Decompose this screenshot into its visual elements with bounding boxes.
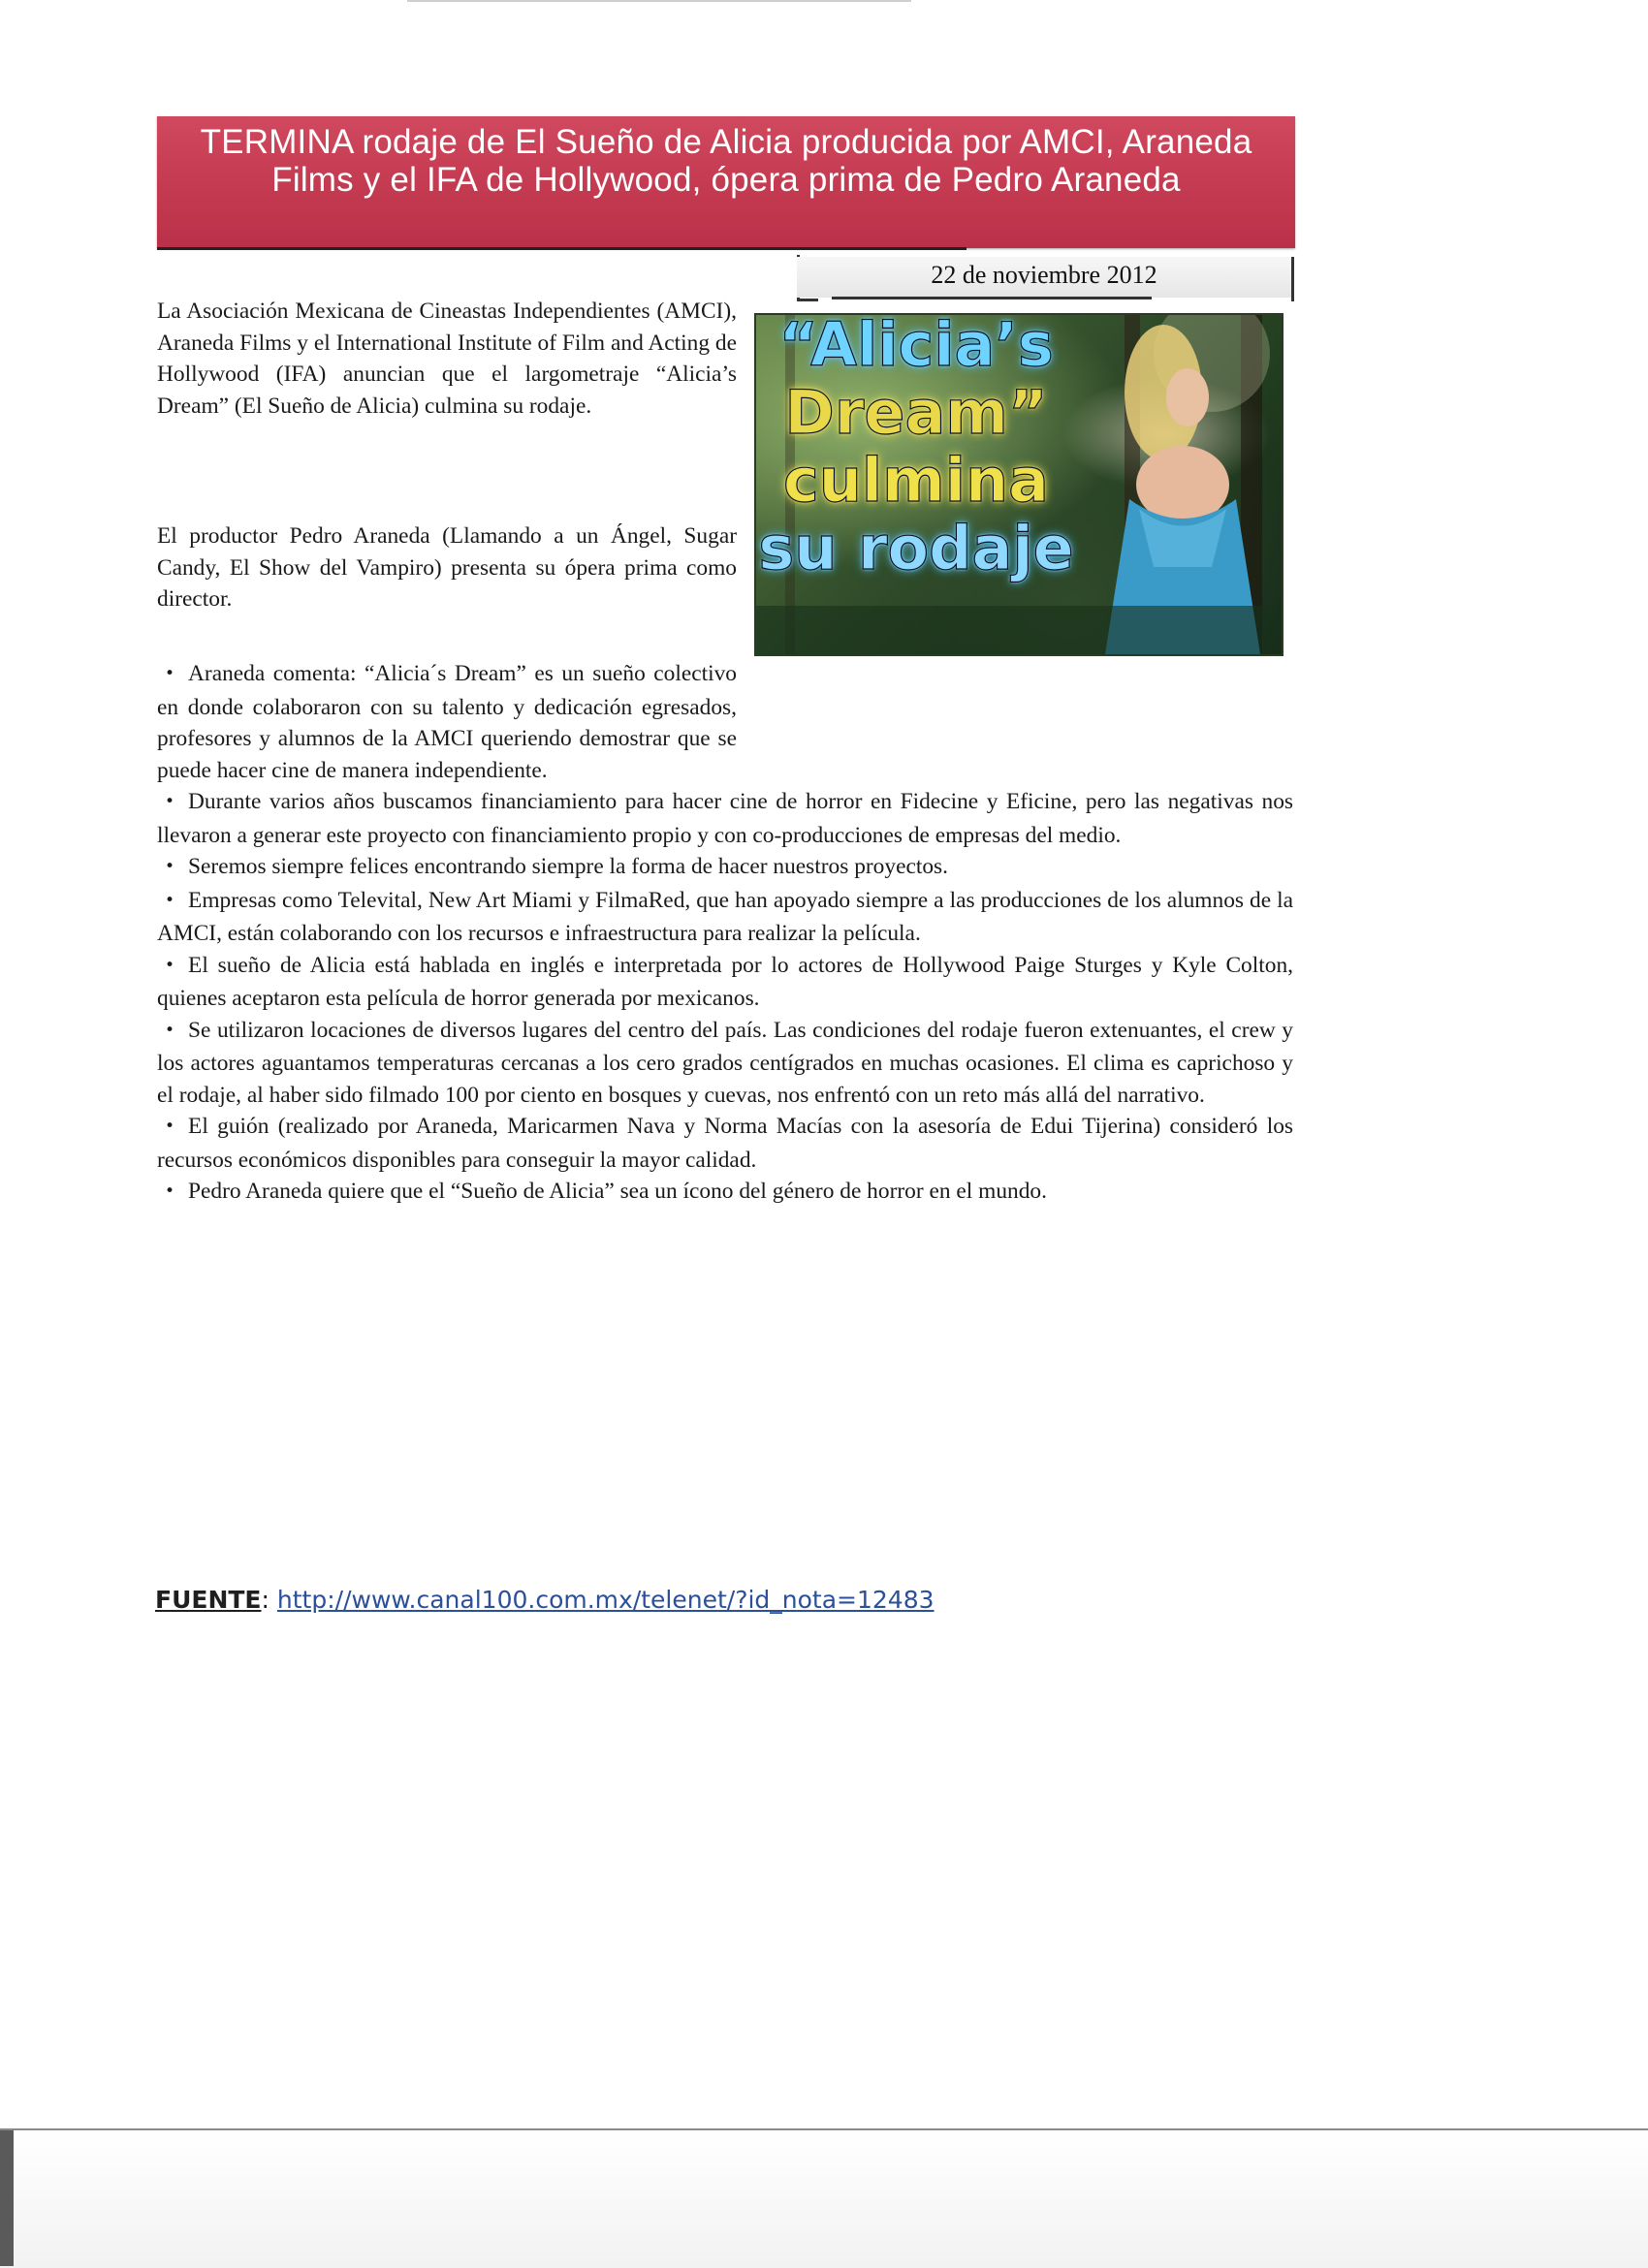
source-link[interactable]: http://www.canal100.com.mx/telenet/?id_nota=12483 bbox=[276, 1586, 935, 1614]
scan-bottom-edge bbox=[0, 2128, 1648, 2268]
date-bracket-right bbox=[1291, 257, 1294, 301]
bullet-dot-icon: • bbox=[165, 1020, 175, 1040]
scan-top-edge bbox=[407, 0, 911, 2]
source-separator: : bbox=[261, 1586, 269, 1614]
bullet-text: El sueño de Alicia está hablada en inglés e interpretada por lo actores de Hollywood Paige Sturges y Kyle Colton, quienes aceptaron esta película de horror generada por mexicanos. bbox=[157, 952, 1293, 1011]
bullet-item bbox=[157, 658, 737, 786]
bullet-list bbox=[157, 658, 1293, 1210]
date-box bbox=[797, 257, 1291, 298]
bullet-item bbox=[157, 1015, 1293, 1112]
bullet-text: Seremos siempre felices encontrando siempre la forma de hacer nuestros proyectos. bbox=[188, 854, 948, 879]
poster-line-3: culmina bbox=[783, 445, 1049, 516]
intro-paragraph: La Asociación Mexicana de Cineastas Independientes (AMCI), Araneda Films y el International Institute of Film and Acting de Hollywood (IFA) anuncian que el largometraje “Alicia’s Dream” (El Sueño de Alicia) culmina su rodaje. bbox=[157, 299, 737, 419]
bullet-text: Araneda comenta: “Alicia´s Dream” es un sueño colectivo en donde colaboraron con su talento y dedicación egresados, profesores y alumnos de la AMCI queriendo demostrar que se puede hacer cine de manera independiente. bbox=[157, 661, 737, 783]
bullet-item bbox=[157, 950, 1293, 1015]
source-label: FUENTE bbox=[155, 1586, 262, 1614]
bullet-text: Pedro Araneda quiere que el “Sueño de Alicia” sea un ícono del género de horror en el mundo. bbox=[188, 1179, 1047, 1204]
bullet-dot-icon: • bbox=[165, 792, 175, 811]
scan-bottom-left-shadow bbox=[0, 2130, 14, 2266]
bullet-item bbox=[157, 1176, 1293, 1210]
poster-title bbox=[756, 315, 1076, 583]
bullet-dot-icon: • bbox=[165, 955, 175, 975]
source-line bbox=[155, 1586, 935, 1614]
bullet-text: Se utilizaron locaciones de diversos lugares del centro del país. Las condiciones del rodaje fueron extenuantes, el crew y los actores aguantamos temperaturas cercanas a los cero grados centígrados en muchas ocasiones. El clima es caprichoso y el rodaje, al haber sido filmado 100 por ciento en bosques y cuevas, nos enfrentó con un reto más allá del narrativo. bbox=[157, 1017, 1293, 1108]
date-rule bbox=[832, 297, 1152, 299]
headline-banner bbox=[157, 116, 1295, 248]
bullet-item bbox=[157, 786, 1293, 851]
poster-line-1: “Alicia’s bbox=[778, 313, 1054, 380]
publication-date: 22 de noviembre 2012 bbox=[931, 261, 1157, 289]
producer-paragraph: El productor Pedro Araneda (Llamando a un Ángel, Sugar Candy, El Show del Vampiro) presenta su ópera prima como director. bbox=[157, 523, 737, 612]
bullet-dot-icon: • bbox=[165, 890, 175, 910]
poster-line-2: Dream” bbox=[784, 377, 1048, 448]
bullet-text: Empresas como Televital, New Art Miami y FilmaRed, que han apoyado siempre a las producciones de los alumnos de la AMCI, están colaborando con los recursos e infraestructura para realizar la película. bbox=[157, 887, 1293, 946]
bullet-dot-icon: • bbox=[165, 1181, 175, 1201]
bullet-dot-icon: • bbox=[165, 857, 175, 876]
movie-poster-image bbox=[754, 313, 1284, 656]
bullet-text: El guión (realizado por Araneda, Maricarmen Nava y Norma Macías con la asesoría de Edui Tijerina) consideró los recursos económicos disponibles para conseguir la mayor calidad. bbox=[157, 1114, 1293, 1173]
bullet-item bbox=[157, 1111, 1293, 1176]
headline-title: TERMINA rodaje de El Sueño de Alicia producida por AMCI, Araneda Films y el IFA de Hollywood, ópera prima de Pedro Araneda bbox=[200, 123, 1252, 199]
bullet-item bbox=[157, 851, 1293, 885]
headline-rule bbox=[157, 247, 967, 250]
poster-line-4: su rodaje bbox=[758, 513, 1074, 583]
bullet-item bbox=[157, 885, 1293, 950]
date-bracket-hook bbox=[797, 299, 818, 301]
bullet-dot-icon: • bbox=[165, 1117, 175, 1136]
bullet-text: Durante varios años buscamos financiamiento para hacer cine de horror en Fidecine y Eficine, pero las negativas nos llevaron a generar este proyecto con financiamiento propio y con co-producciones de empresas del medio. bbox=[157, 789, 1293, 848]
bullet-dot-icon: • bbox=[165, 664, 175, 683]
